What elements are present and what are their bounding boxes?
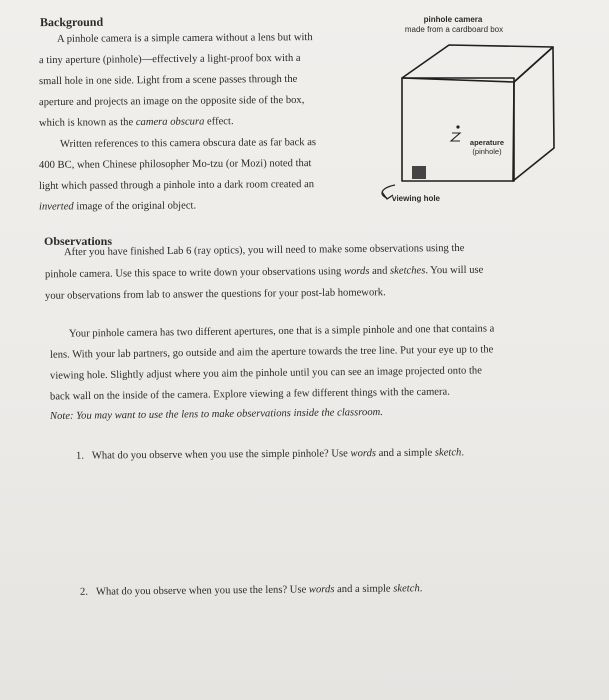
observations-p2-note: Note: You may want to use the lens to make observations inside the classroom. xyxy=(49,406,383,423)
box-top-face xyxy=(402,45,553,82)
aperture-label-line2: (pinhole) xyxy=(472,147,502,156)
figure-title: pinhole camera xyxy=(423,15,483,24)
question-2: 2. What do you observe when you use the lens? Use words and a simple sketch. xyxy=(79,583,423,598)
observations-p1-line3: your observations from lab to answer the questions for your post-lab homework. xyxy=(44,287,386,302)
box-front-face xyxy=(402,78,514,181)
background-heading: Background xyxy=(39,14,104,30)
observations-p2-line1: Your pinhole camera has two different apertures, one that is a simple pinhole and one that contains a xyxy=(68,323,495,340)
question-1: 1. What do you observe when you use the simple pinhole? Use words and a simple sketch. xyxy=(75,447,465,462)
aperture-lens-symbol xyxy=(451,133,460,141)
pinhole-dot xyxy=(456,125,459,128)
background-p1-line5: which is known as the camera obscura effect. xyxy=(38,116,234,129)
background-p1-line4: aperture and projects an image on the opposite side of the box, xyxy=(38,94,305,109)
box-side-face xyxy=(513,47,554,181)
background-p2-line3: light which passed through a pinhole into a dark room created an xyxy=(38,179,315,192)
observations-p2-line4: back wall on the inside of the camera. Explore viewing a few different things with the camera. xyxy=(49,386,450,403)
figure-subtitle: made from a cardboard box xyxy=(404,25,504,34)
background-p2-line1: Written references to this camera obscura date as far back as xyxy=(59,137,317,150)
observations-p2-line2: lens. With your lab partners, go outside and aim the aperture towards the tree line. Put your eye up to the xyxy=(49,344,494,361)
background-p2-line2: 400 BC, when Chinese philosopher Mo-tzu (or Mozi) noted that xyxy=(38,158,312,171)
observations-p1-line1: After you have finished Lab 6 (ray optics), you will need to make some observations using the xyxy=(63,242,465,259)
background-p1-line2: a tiny aperture (pinhole)—effectively a light-proof box with a xyxy=(38,52,301,67)
viewing-hole-label: viewing hole xyxy=(392,194,441,203)
observations-p1-line2: pinhole camera. Use this space to write down your observations using words and sketches. You will use xyxy=(44,264,484,281)
observations-heading: Observations xyxy=(44,234,113,248)
background-p1-line1: A pinhole camera is a simple camera without a lens but with xyxy=(56,32,313,45)
viewing-hole-square xyxy=(412,166,426,179)
background-p2-line4: inverted image of the original object. xyxy=(38,200,197,213)
background-p1-line3: small hole in one side. Light from a scene passes through the xyxy=(38,73,298,88)
observations-p2-line3: viewing hole. Slightly adjust where you aim the pinhole until you can see an image projected onto the xyxy=(49,365,482,382)
aperture-label-line1: aperature xyxy=(469,138,505,147)
